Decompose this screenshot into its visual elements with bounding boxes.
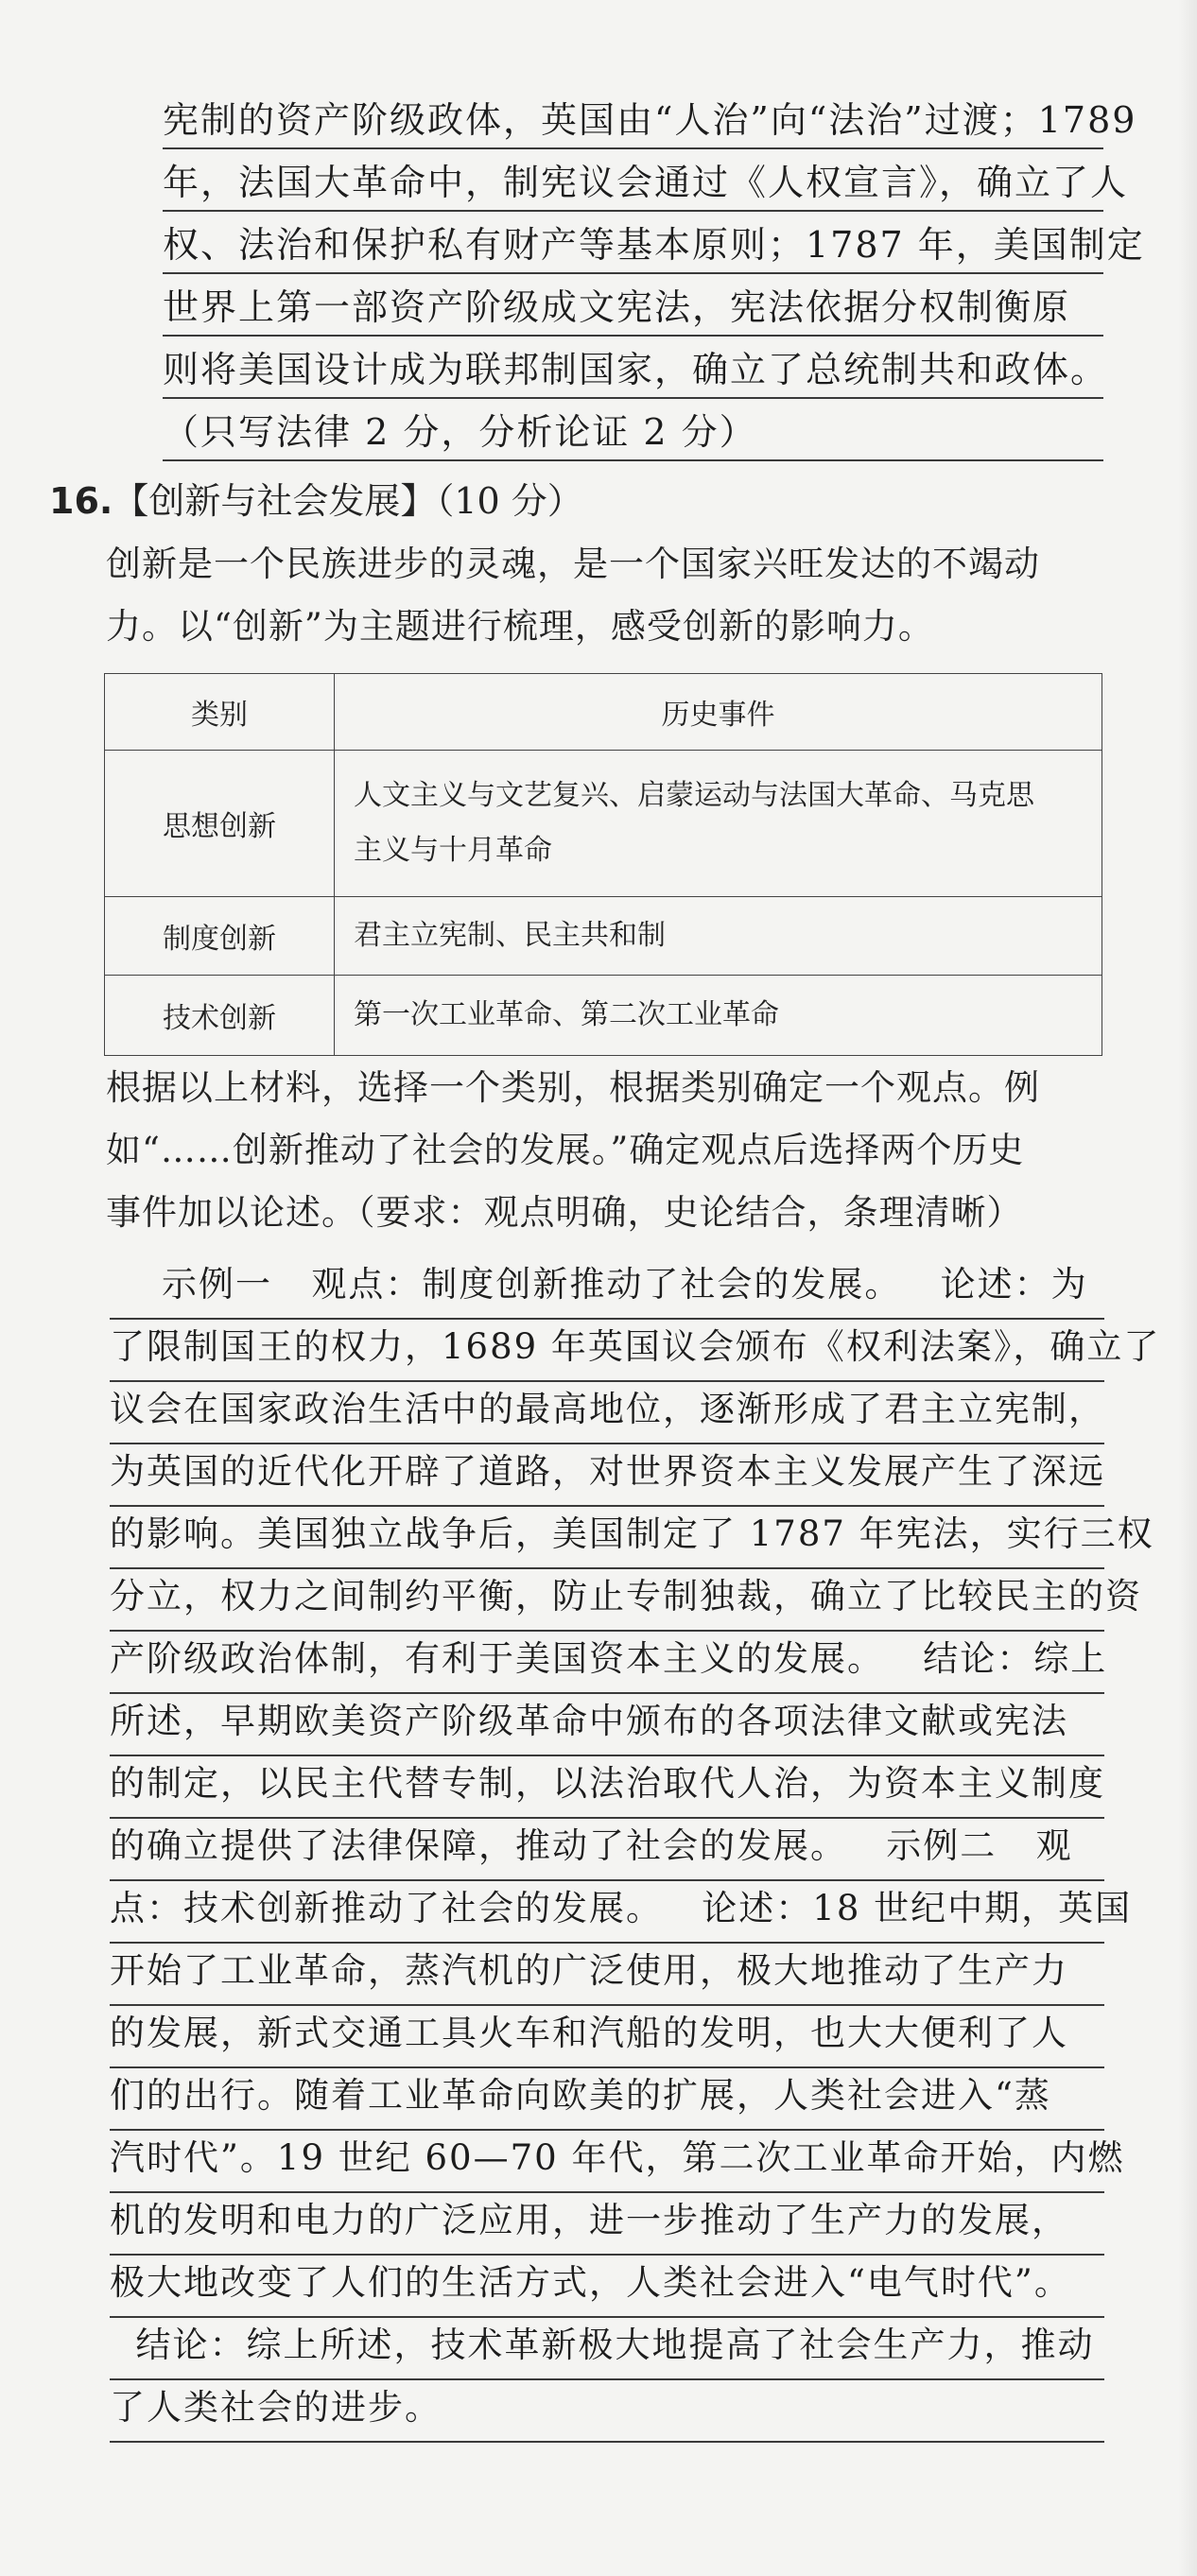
requirement-line: 如“……创新推动了社会的发展。”确定观点后选择两个历史 — [106, 1130, 1025, 1170]
answer-line: 权、法治和保护私有财产等基本原则；1787 年，美国制定 — [163, 217, 1103, 274]
answer-line: 了限制国王的权力，1689 年英国议会颁布《权利法案》，确立了 — [110, 1318, 1104, 1382]
answer-line: 议会在国家政治生活中的最高地位，逐渐形成了君主立宪制， — [110, 1380, 1104, 1444]
answer-line: 机的发明和电力的广泛应用，进一步推动了生产力的发展， — [110, 2191, 1104, 2256]
answer-line: 的制定，以民主代替专制，以法治取代人治，为资本主义制度 — [110, 1755, 1104, 1819]
table-row — [105, 751, 1102, 897]
answer-line: 极大地改变了人们的生活方式，人类社会进入“电气时代”。 — [110, 2254, 1104, 2318]
answer-line: 为英国的近代化开辟了道路，对世界资本主义发展产生了深远 — [110, 1443, 1104, 1507]
table-row — [105, 976, 1102, 1056]
requirement-line: 事件加以论述。（要求：观点明确，史论结合，条理清晰） — [106, 1192, 1023, 1233]
answer-line: 宪制的资产阶级政体，英国由“人治”向“法治”过渡；1789 — [163, 93, 1103, 149]
answer-line: 分立，权力之间制约平衡，防止专制独裁，确立了比较民主的资 — [110, 1567, 1104, 1632]
answer-line: 的影响。美国独立战争后，美国制定了 1787 年宪法，实行三权 — [110, 1505, 1104, 1569]
question-requirement — [106, 1057, 1040, 1244]
table-row — [105, 897, 1102, 976]
question-number: 16. — [49, 480, 113, 522]
table-cell-events: 第一次工业革命、第二次工业革命 — [335, 976, 1102, 1056]
innovation-table — [104, 673, 1102, 1056]
question-intro — [106, 533, 1040, 658]
table-cell-category: 技术创新 — [105, 976, 335, 1056]
answer-line: 点：技术创新推动了社会的发展。 论述：18 世纪中期，英国 — [110, 1879, 1104, 1944]
answer-line: 汽时代”。19 世纪 60—70 年代，第二次工业革命开始，内燃 — [110, 2129, 1104, 2193]
answer-line: 结论：综上所述，技术革新极大地提高了社会生产力，推动 — [110, 2316, 1104, 2380]
question-score: （10 分） — [436, 480, 583, 522]
answer-line: 产阶级政治体制，有利于美国资本主义的发展。 结论：综上 — [110, 1630, 1104, 1694]
answer-line: 们的出行。随着工业革命向欧美的扩展，人类社会进入“蒸 — [110, 2066, 1104, 2131]
events-text: 主义与十月革命 — [354, 834, 552, 867]
answer-line: 世界上第一部资产阶级成文宪法，宪法依据分权制衡原 — [163, 280, 1103, 337]
table-cell-events: 君主立宪制、民主共和制 — [335, 897, 1102, 976]
table-cell-category: 制度创新 — [105, 897, 335, 976]
answer-line: 的确立提供了法律保障，推动了社会的发展。 示例二 观 — [110, 1817, 1104, 1881]
answer-line: 示例一 观点：制度创新推动了社会的发展。 论述：为 — [110, 1255, 1104, 1320]
answer-line: 了人类社会的进步。 — [110, 2378, 1104, 2443]
answer-line: 所述，早期欧美资产阶级革命中颁布的各项法律文献或宪法 — [110, 1692, 1104, 1756]
requirement-line: 根据以上材料，选择一个类别，根据类别确定一个观点。例 — [106, 1067, 1040, 1108]
table-header-category: 类别 — [105, 674, 335, 751]
table-cell-category: 思想创新 — [105, 751, 335, 897]
answer-line: 则将美国设计成为联邦制国家，确立了总统制共和政体。 — [163, 342, 1103, 399]
answer-line: 开始了工业革命，蒸汽机的广泛使用，极大地推动了生产力 — [110, 1942, 1104, 2006]
answer-line: 年，法国大革命中，制宪议会通过《人权宣言》，确立了人 — [163, 155, 1103, 212]
table-cell-events — [335, 751, 1102, 897]
intro-line: 力。以“创新”为主题进行梳理，感受创新的影响力。 — [106, 606, 934, 647]
events-text: 人文主义与文艺复兴、启蒙运动与法国大革命、马克思 — [354, 779, 1034, 812]
table-header-events: 历史事件 — [335, 674, 1102, 751]
scoring-note: （只写法律 2 分，分析论证 2 分） — [163, 405, 1103, 461]
answer-line: 的发展，新式交通工具火车和汽船的发明，也大大便利了人 — [110, 2004, 1104, 2068]
question-title: 【创新与社会发展】 — [113, 480, 437, 522]
page-edge-shadow — [1178, 0, 1197, 2576]
intro-line: 创新是一个民族进步的灵魂，是一个国家兴旺发达的不竭动 — [106, 544, 1040, 584]
question-header — [49, 475, 583, 527]
